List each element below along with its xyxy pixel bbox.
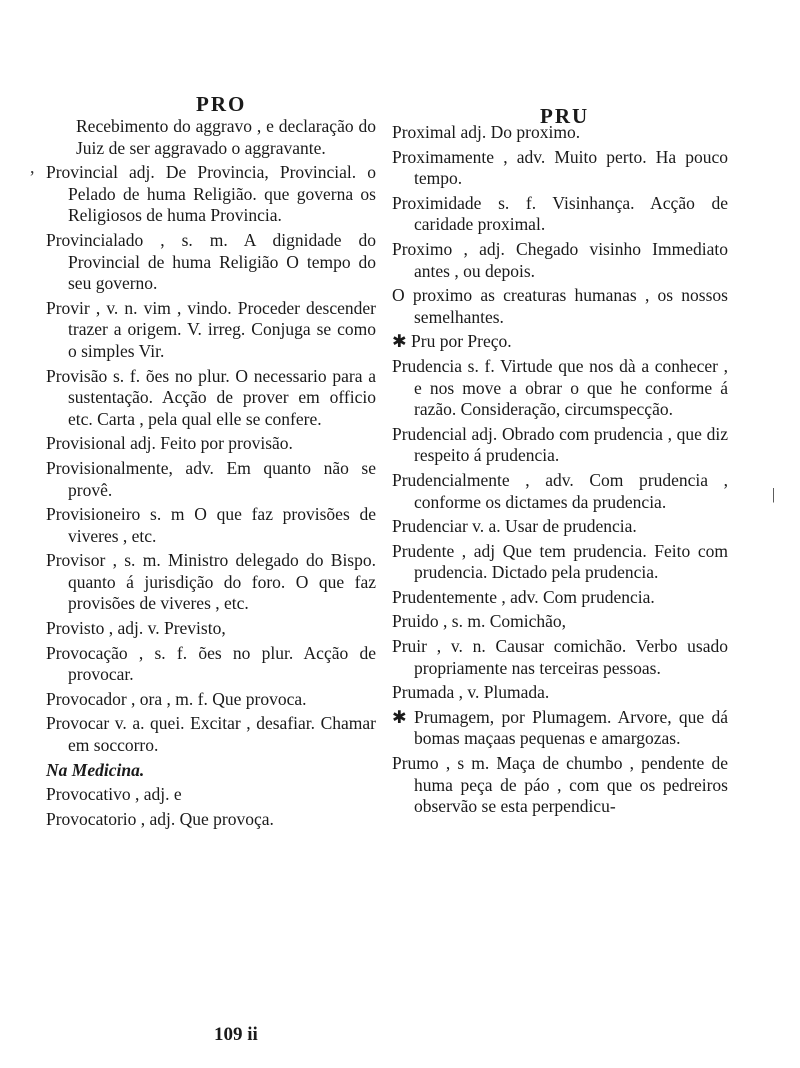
dictionary-entry: Prudente , adj Que tem prudencia. Feito com prudencia. Dictado pela prudencia.	[392, 540, 728, 583]
margin-mark: ,	[30, 157, 35, 177]
dictionary-entry: Provisor , s. m. Ministro delegado do Bispo. quanto á jurisdição do foro. O que faz provisões de viveres , etc.	[46, 550, 376, 614]
dictionary-entry: ✱ Prumagem, por Plumagem. Arvore, que dá bomas maçaas pequenas e amargozas.	[392, 706, 728, 749]
dictionary-entry: Provisioneiro s. m O que faz provisões de viveres , etc.	[46, 504, 376, 546]
dictionary-entry: Pruido , s. m. Comichão,	[392, 611, 567, 632]
dictionary-entry-italic: Na Medicina.	[46, 759, 145, 780]
right-column	[392, 122, 728, 821]
dictionary-entry: Provincial adj. De Provincia, Provincial. o Pelado de huma Religião. que governa os Religiosos de huma Provincia.	[46, 162, 376, 226]
dictionary-entry: Provisto , adj. v. Previsto,	[46, 618, 226, 639]
dictionary-entry: Prudenciar v. a. Usar de prudencia.	[392, 516, 637, 537]
dictionary-entry: Proximo , adj. Chegado visinho Immediato antes , ou depois.	[392, 238, 728, 281]
dictionary-entry: Proximal adj. Do proximo.	[392, 122, 581, 142]
dictionary-entry: Provocatorio , adj. Que provoça.	[46, 808, 274, 829]
dictionary-entry: Provir , v. n. vim , vindo. Proceder descender trazer a origem. V. irreg. Conjuga se como o simples Vir.	[46, 297, 376, 361]
dictionary-entry: Provocador , ora , m. f. Que provoca.	[46, 688, 307, 709]
dictionary-entry: Proximidade s. f. Visinhança. Acção de caridade proximal.	[392, 192, 728, 235]
dictionary-entry: Prudencia s. f. Virtude que nos dà a conhecer , e nos move a obrar o que he conforme á razão. Consideração, circumspecção.	[392, 355, 728, 420]
dictionary-entry: Prumada , v. Plumada.	[392, 682, 550, 703]
dictionary-entry: Recebimento do aggravo , e declaração do Juiz de ser aggravado o aggravante.	[76, 116, 376, 158]
dictionary-entry: Provisionalmente, adv. Em quanto não se provê.	[46, 457, 376, 500]
dictionary-entry: Prumo , s m. Maça de chumbo , pendente de huma peça de páo , com que os pedreiros observão se esta perpendicu-	[392, 753, 728, 817]
dictionary-entry: Prudentemente , adv. Com prudencia.	[392, 586, 655, 607]
left-column	[46, 116, 376, 833]
right-running-header: PRU	[540, 104, 590, 128]
dictionary-entry: O proximo as creaturas humanas , os nossos semelhantes.	[392, 285, 728, 327]
left-running-header: PRO	[196, 92, 247, 116]
dictionary-entry: ✱ Pru por Preço.	[392, 331, 512, 352]
dictionary-entry: Proximamente , adv. Muito perto. Ha pouco tempo.	[392, 146, 728, 189]
page-number: 109 ii	[214, 1024, 258, 1045]
dictionary-entry: Provincialado , s. m. A dignidade do Provincial de huma Religião O tempo do seu governo.	[46, 229, 376, 294]
dictionary-entry: Provisional adj. Feito por provisão.	[46, 433, 293, 454]
dictionary-entry: Provisão s. f. ões no plur. O necessario para a sustentação. Acção de prover em officio etc. Carta , pela qual elle se confere.	[46, 365, 376, 429]
dictionary-entry: Pruir , v. n. Causar comichão. Verbo usado propriamente nas terceiras pessoas.	[392, 636, 728, 678]
dictionary-entry: Provocar v. a. quei. Excitar , desafiar. Chamar em soccorro.	[46, 713, 376, 756]
dictionary-entry: Prudencial adj. Obrado com prudencia , que diz respeito á prudencia.	[392, 423, 728, 466]
dictionary-entry: Prudencialmente , adv. Com prudencia , conforme os dictames da prudencia.	[392, 469, 728, 512]
dictionary-entry: Provocativo , adj. e	[46, 784, 182, 805]
dictionary-entry: Provocação , s. f. ões no plur. Acção de provocar.	[46, 642, 376, 685]
margin-mark: |	[772, 486, 776, 503]
